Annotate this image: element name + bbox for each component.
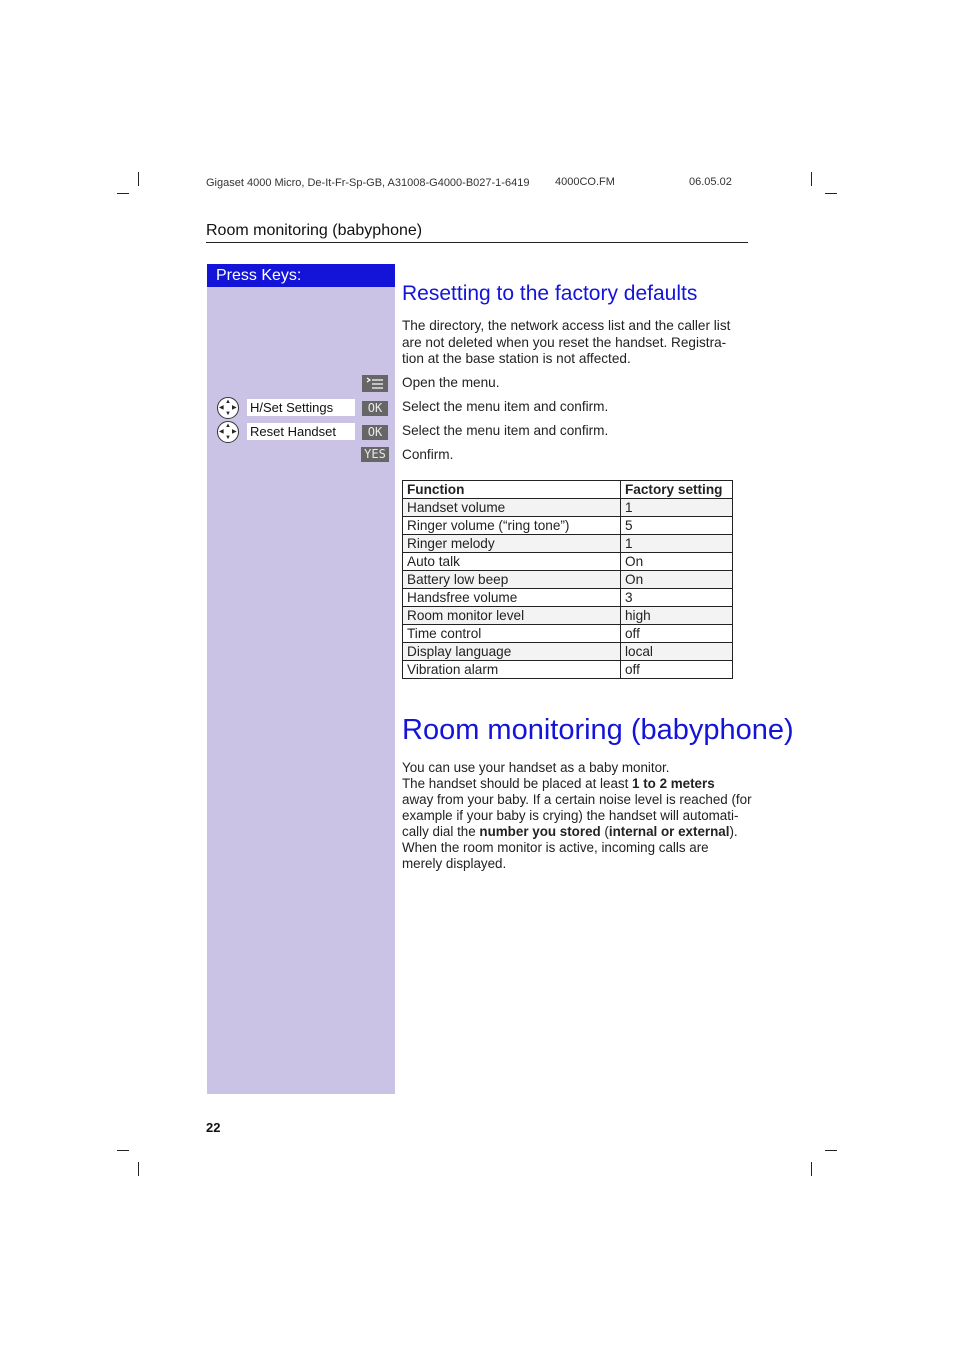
table-cell: On — [621, 553, 733, 571]
page-number: 22 — [206, 1120, 221, 1135]
table-cell: Auto talk — [403, 553, 621, 571]
crop-mark — [811, 1162, 812, 1176]
column-header-factory-setting: Factory setting — [621, 481, 733, 499]
table-cell: local — [621, 643, 733, 661]
table-row — [403, 607, 733, 625]
table-row — [403, 643, 733, 661]
table-cell: Time control — [403, 625, 621, 643]
crop-mark — [117, 193, 129, 194]
room-monitoring-body: You can use your handset as a baby monitor. The handset should be placed at least 1 to 2 meters away from your baby. If a certain noise level is reached (for example if your baby is crying) the handset will automati- cally dial the number you stored (internal or external). When the room monitor is active, incoming calls are merely displayed. — [402, 760, 752, 871]
table-row — [403, 553, 733, 571]
section-title-resetting: Resetting to the factory defaults — [402, 282, 698, 305]
crop-mark — [138, 172, 139, 186]
step-select-2: Select the menu item and confirm. — [402, 423, 609, 438]
table-cell: off — [621, 661, 733, 679]
table-row — [403, 517, 733, 535]
menu-key-icon — [362, 375, 388, 392]
table-cell: 1 — [621, 535, 733, 553]
table-cell: 5 — [621, 517, 733, 535]
header-date: 06.05.02 — [689, 176, 732, 188]
step-open-menu: Open the menu. — [402, 375, 500, 390]
section-title-room-monitoring: Room monitoring (babyphone) — [402, 714, 794, 746]
running-head: Room monitoring (babyphone) — [206, 222, 423, 239]
yes-key: YES — [361, 447, 389, 462]
crop-mark — [825, 1150, 837, 1151]
step-select-1: Select the menu item and confirm. — [402, 399, 609, 414]
table-row — [403, 661, 733, 679]
navigation-key-icon: ▲ ▼ ◀ ▶ — [217, 421, 239, 443]
table-cell: Ringer melody — [403, 535, 621, 553]
menu-item-reset-handset: Reset Handset — [247, 423, 355, 440]
table-cell: off — [621, 625, 733, 643]
table-cell: Room monitor level — [403, 607, 621, 625]
table-row — [403, 571, 733, 589]
header-file-name: 4000CO.FM — [555, 176, 615, 188]
crop-mark — [811, 172, 812, 186]
table-cell: Battery low beep — [403, 571, 621, 589]
reset-intro: The directory, the network access list and the caller list are not deleted when you reset the handset. Registra- tion at the base station is not affected. — [402, 318, 731, 366]
crop-mark — [825, 193, 837, 194]
crop-mark — [117, 1150, 129, 1151]
navigation-key-icon: ▲ ▼ ◀ ▶ — [217, 397, 239, 419]
table-cell: high — [621, 607, 733, 625]
table-cell: 1 — [621, 499, 733, 517]
table-row — [403, 625, 733, 643]
table-cell: Display language — [403, 643, 621, 661]
header-rule — [206, 242, 748, 243]
ok-key: OK — [362, 401, 388, 416]
table-row — [403, 499, 733, 517]
table-row — [403, 589, 733, 607]
table-cell: Ringer volume (“ring tone”) — [403, 517, 621, 535]
crop-mark — [138, 1162, 139, 1176]
ok-key: OK — [362, 425, 388, 440]
table-header-row — [403, 481, 733, 499]
header-doc-info: Gigaset 4000 Micro, De-It-Fr-Sp-GB, A31008-G4000-B027-1-6419 — [206, 177, 530, 189]
table-cell: On — [621, 571, 733, 589]
table-cell: 3 — [621, 589, 733, 607]
menu-item-hset-settings: H/Set Settings — [247, 399, 355, 416]
table-row — [403, 535, 733, 553]
column-header-function: Function — [403, 481, 621, 499]
press-keys-title: Press Keys: — [207, 264, 395, 287]
table-cell: Handsfree volume — [403, 589, 621, 607]
factory-settings-table — [402, 480, 733, 679]
step-confirm: Confirm. — [402, 447, 454, 462]
table-cell: Vibration alarm — [403, 661, 621, 679]
table-cell: Handset volume — [403, 499, 621, 517]
